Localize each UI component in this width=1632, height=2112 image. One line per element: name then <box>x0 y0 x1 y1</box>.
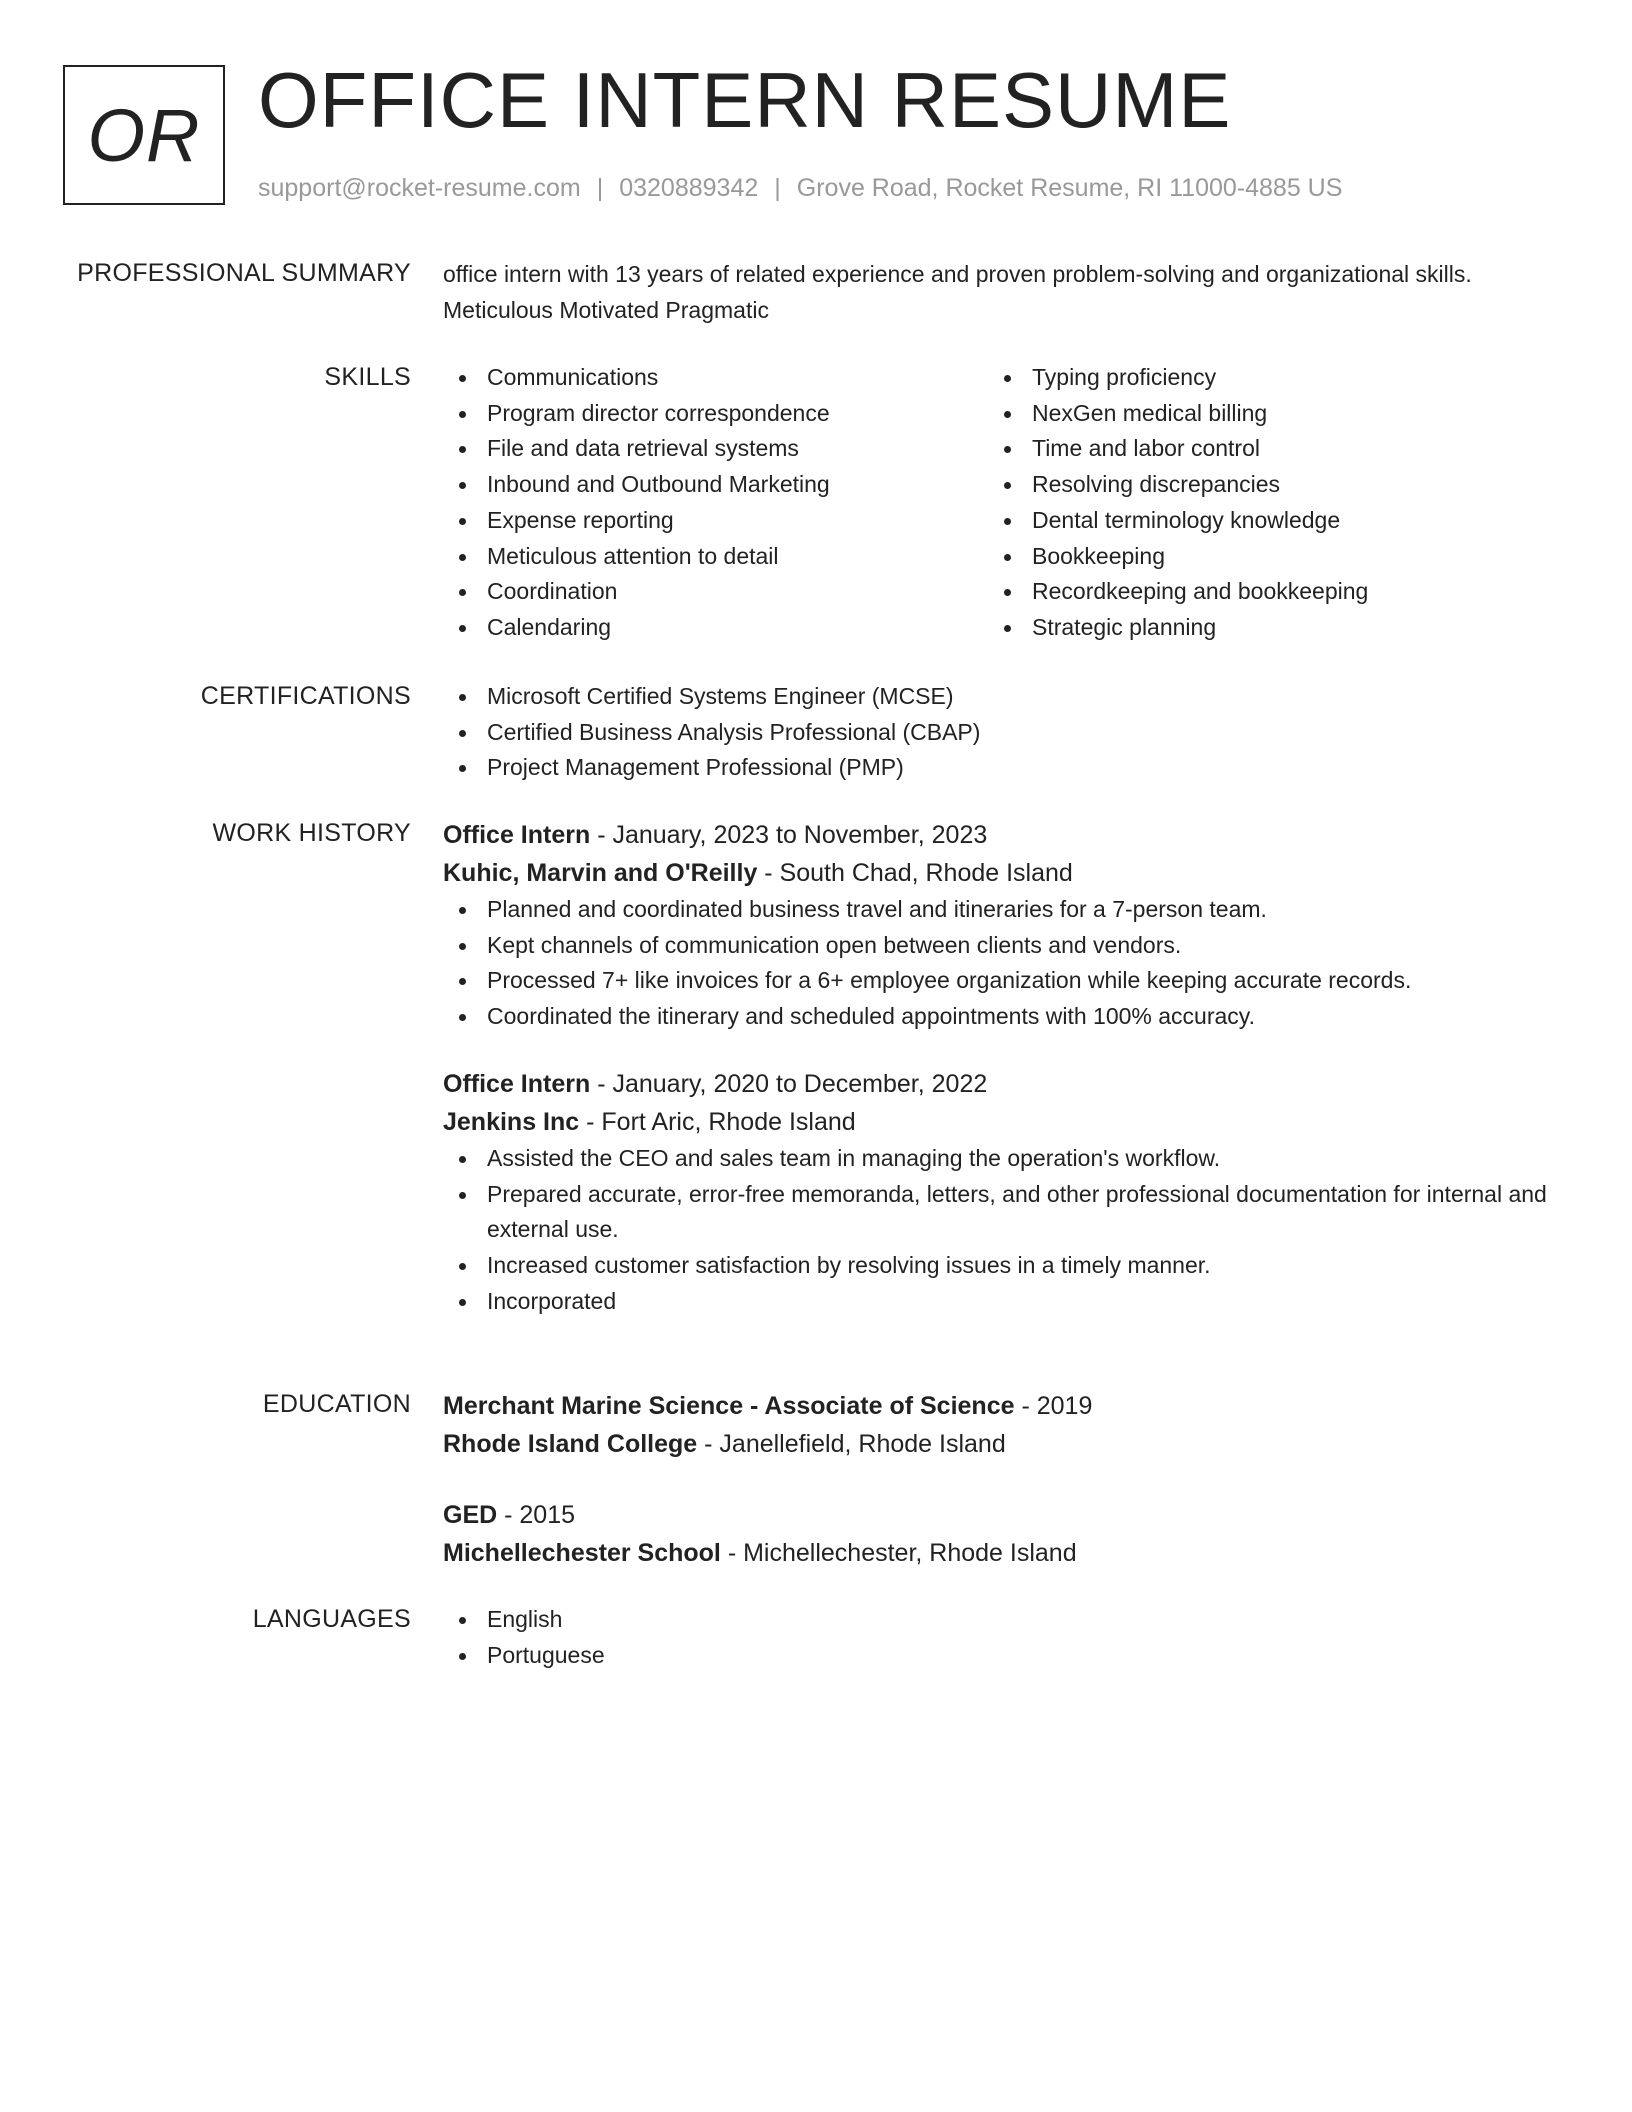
skill-item: Coordination <box>443 574 988 610</box>
certifications-list <box>443 679 1573 786</box>
job-company-line <box>443 1103 1573 1141</box>
skills-list-right <box>988 360 1533 646</box>
job-bullets <box>443 1141 1573 1320</box>
skill-item: Meticulous attention to detail <box>443 539 988 575</box>
job-bullet: Increased customer satisfaction by resolving issues in a timely manner. <box>443 1248 1573 1284</box>
skill-item: Dental terminology knowledge <box>988 503 1533 539</box>
job-bullet: Incorporated <box>443 1284 1573 1320</box>
skills-column-left <box>443 360 988 646</box>
skill-item: Communications <box>443 360 988 396</box>
monogram-box <box>63 65 225 205</box>
summary-heading: PROFESSIONAL SUMMARY <box>77 259 411 287</box>
education-year: - 2019 <box>1014 1392 1093 1420</box>
education-entry <box>443 1387 1573 1463</box>
contact-separator: | <box>596 174 604 202</box>
resume-title: OFFICE INTERN RESUME <box>258 56 1232 144</box>
job-bullet: Kept channels of communication open between clients and vendors. <box>443 928 1573 964</box>
contact-email: support@rocket-resume.com <box>258 174 581 202</box>
summary-body <box>443 256 1573 328</box>
job-entry <box>443 1065 1573 1320</box>
job-title: Office Intern <box>443 821 591 849</box>
work-history-heading: WORK HISTORY <box>212 819 411 847</box>
skills-body <box>443 360 1573 646</box>
skills-heading: SKILLS <box>324 363 411 391</box>
language-item: Portuguese <box>443 1638 1573 1674</box>
language-item: English <box>443 1602 1573 1638</box>
skill-item: Calendaring <box>443 610 988 646</box>
skill-item: File and data retrieval systems <box>443 431 988 467</box>
work-history-body <box>443 816 1573 1319</box>
summary-traits: Meticulous Motivated Pragmatic <box>443 297 769 323</box>
education-location: - Janellefield, Rhode Island <box>697 1430 1006 1458</box>
monogram-text: OR <box>87 93 201 177</box>
summary-text: office intern with 13 years of related experience and proven problem-solving and organizational skills. <box>443 261 1472 287</box>
job-dates: - January, 2020 to December, 2022 <box>590 1069 988 1098</box>
job-company: Jenkins Inc <box>443 1107 580 1136</box>
education-degree: Merchant Marine Science - Associate of Science <box>443 1392 1015 1420</box>
certification-item: Certified Business Analysis Professional (CBAP) <box>443 715 1573 751</box>
job-title-line <box>443 1065 1573 1103</box>
skill-item: Recordkeeping and bookkeeping <box>988 574 1533 610</box>
job-company: Kuhic, Marvin and O'Reilly <box>443 859 758 887</box>
certifications-heading: CERTIFICATIONS <box>200 682 411 710</box>
education-location: - Michellechester, Rhode Island <box>720 1539 1077 1567</box>
skill-item: Expense reporting <box>443 503 988 539</box>
job-company-line <box>443 854 1573 892</box>
contact-line <box>258 172 1342 204</box>
education-year: - 2015 <box>497 1501 576 1529</box>
education-degree-line <box>443 1387 1573 1425</box>
skill-item: Inbound and Outbound Marketing <box>443 467 988 503</box>
certifications-body <box>443 679 1573 786</box>
education-degree-line <box>443 1496 1573 1534</box>
languages-body <box>443 1602 1573 1673</box>
education-school: Michellechester School <box>443 1539 721 1567</box>
certification-item: Project Management Professional (PMP) <box>443 750 1573 786</box>
job-location: - Fort Aric, Rhode Island <box>579 1107 856 1136</box>
languages-list <box>443 1602 1573 1673</box>
skill-item: Time and labor control <box>988 431 1533 467</box>
job-title-line <box>443 816 1573 854</box>
education-degree: GED <box>443 1501 498 1529</box>
job-bullets <box>443 892 1573 1035</box>
skill-item: Resolving discrepancies <box>988 467 1533 503</box>
education-body <box>443 1387 1573 1572</box>
job-bullet: Processed 7+ like invoices for a 6+ employee organization while keeping accurate records. <box>443 963 1573 999</box>
job-location: - South Chad, Rhode Island <box>757 859 1073 887</box>
skill-item: Typing proficiency <box>988 360 1533 396</box>
skill-item: Program director correspondence <box>443 396 988 432</box>
job-bullet: Prepared accurate, error-free memoranda, letters, and other professional documentation for internal and external use. <box>443 1177 1573 1248</box>
job-entry <box>443 816 1573 1035</box>
education-heading: EDUCATION <box>262 1390 411 1418</box>
contact-phone: 0320889342 <box>619 174 759 202</box>
languages-heading: LANGUAGES <box>252 1605 411 1633</box>
education-entry <box>443 1496 1573 1572</box>
skill-item: NexGen medical billing <box>988 396 1533 432</box>
skill-item: Bookkeeping <box>988 539 1533 575</box>
contact-address: Grove Road, Rocket Resume, RI 11000-4885 US <box>796 174 1343 202</box>
job-bullet: Planned and coordinated business travel and itineraries for a 7-person team. <box>443 892 1573 928</box>
job-bullet: Assisted the CEO and sales team in managing the operation's workflow. <box>443 1141 1573 1177</box>
job-dates: - January, 2023 to November, 2023 <box>590 821 988 849</box>
certification-item: Microsoft Certified Systems Engineer (MCSE) <box>443 679 1573 715</box>
job-bullet: Coordinated the itinerary and scheduled appointments with 100% accuracy. <box>443 999 1573 1035</box>
education-school-line <box>443 1425 1573 1463</box>
contact-separator: | <box>774 174 781 202</box>
education-school: Rhode Island College <box>443 1430 698 1458</box>
skill-item: Strategic planning <box>988 610 1533 646</box>
skills-column-right <box>988 360 1533 646</box>
education-school-line <box>443 1534 1573 1572</box>
skills-list-left <box>443 360 988 646</box>
job-title: Office Intern <box>443 1069 591 1098</box>
